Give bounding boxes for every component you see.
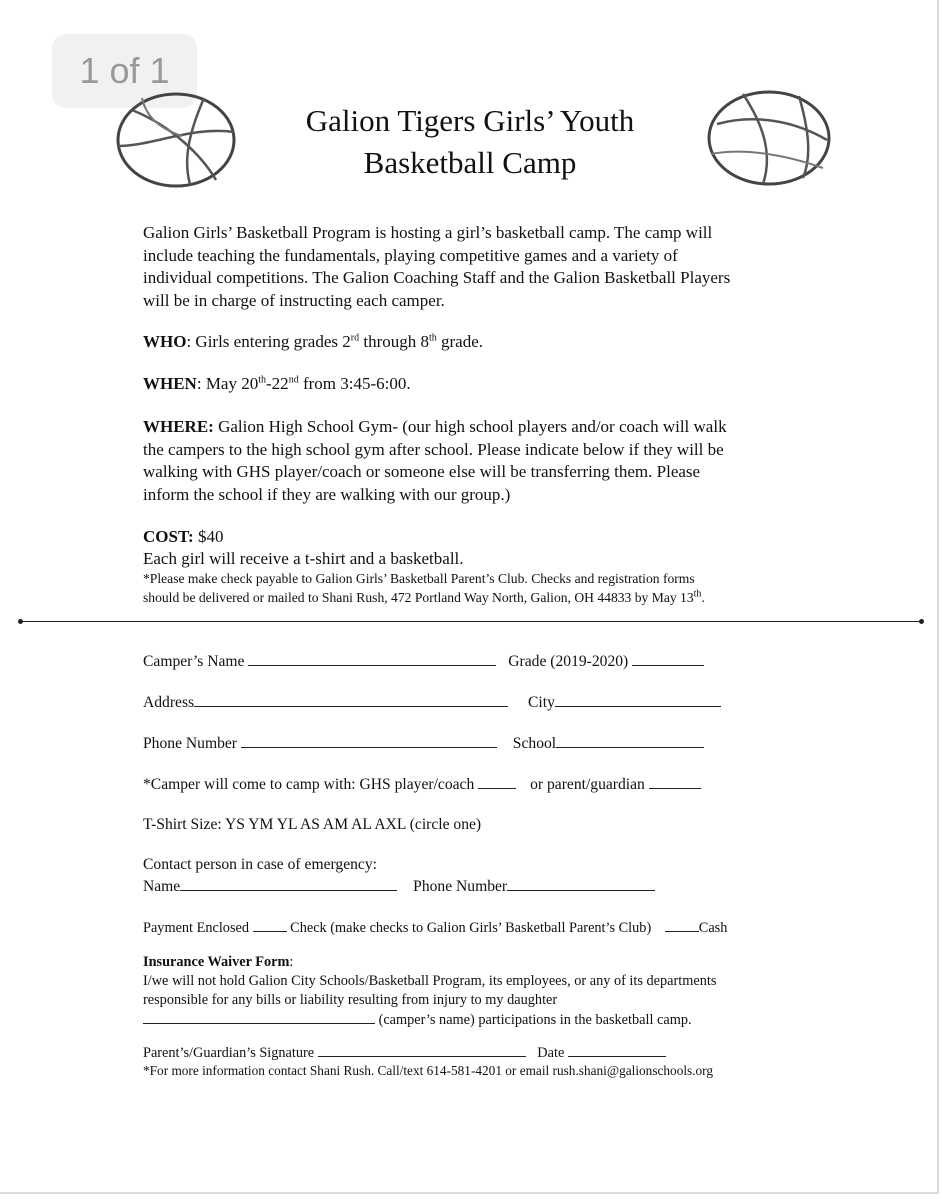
emergency-row: Name Phone Number [143, 875, 655, 897]
address-row: Address City [143, 691, 721, 713]
cost-line: COST: $40 [143, 527, 224, 546]
emergency-name-field[interactable] [180, 875, 397, 891]
cash-field[interactable] [665, 916, 699, 932]
emergency-heading: Contact person in case of emergency: [143, 856, 377, 873]
page-title: Galion Tigers Girls’ Youth Basketball Camp [305, 103, 635, 180]
payment-enclosed-field[interactable] [253, 916, 287, 932]
address-field[interactable] [194, 691, 508, 707]
tshirt-size-row[interactable]: T-Shirt Size: YS YM YL AS AM AL AXL (circle one) [143, 816, 482, 833]
basketball-icon [112, 86, 240, 194]
page-counter-badge: 1 of 1 [52, 34, 197, 108]
grade-field[interactable] [632, 650, 704, 666]
cost-includes: Each girl will receive a t-shirt and a basketball. [143, 549, 464, 568]
transport-row: *Camper will come to camp with: GHS player/coach or parent/guardian [143, 773, 701, 795]
insurance-waiver: Insurance Waiver Form: I/we will not hold Galion City Schools/Basketball Program, its employees, or any of its departments responsible for any bills or liability resulting from injury to my daughter (camper’s name) participations in the basketball camp. [143, 954, 717, 1028]
signature-row: Parent’s/Guardian’s Signature Date [143, 1043, 666, 1063]
when-line: WHEN: May 20th-22nd from 3:45-6:00. [143, 374, 411, 393]
camper-name-waiver-field[interactable] [143, 1010, 375, 1024]
contact-info: *For more information contact Shani Rush. Call/text 614-581-4201 or email rush.shani@galionschools.org [143, 1063, 714, 1078]
payment-note: *Please make check payable to Galion Girls’ Basketball Parent’s Club. Checks and registration forms should be delivered or mailed to Shani Rush, 472 Portland Way North, Galion, OH 44833 by May 13th. [143, 571, 705, 605]
who-line: WHO: Girls entering grades 2rd through 8th grade. [143, 332, 484, 351]
phone-field[interactable] [241, 732, 497, 748]
date-field[interactable] [568, 1043, 666, 1057]
rule-endpoint [919, 619, 924, 624]
ghs-player-coach-field[interactable] [478, 773, 516, 789]
basketball-icon [703, 84, 835, 192]
parent-guardian-field[interactable] [649, 773, 701, 789]
intro-paragraph: Galion Girls’ Basketball Program is hosting a girl’s basketball camp. The camp will include teaching the fundamentals, playing competitive games and a variety of individual competitions. The Galion Coaching Staff and the Galion Basketball Players will be in charge of instructing each camper. [143, 223, 731, 310]
camper-name-row: Camper’s Name Grade (2019-2020) [143, 650, 704, 672]
payment-row: Payment Enclosed Check (make checks to Galion Girls’ Basketball Parent’s Club) Cash [143, 916, 727, 938]
emergency-phone-field[interactable] [507, 875, 655, 891]
where-paragraph: WHERE: Galion High School Gym- (our high school players and/or coach will walk the campers to the high school gym after school. Please indicate below if they will be walking with GHS player/coach or someone else will be transferring them. Please inform the school if they are walking with our group.) [143, 417, 727, 504]
phone-row: Phone Number School [143, 732, 704, 754]
signature-field[interactable] [318, 1043, 526, 1057]
section-divider [20, 621, 923, 622]
city-field[interactable] [555, 691, 721, 707]
camper-name-field[interactable] [248, 650, 496, 666]
school-field[interactable] [556, 732, 704, 748]
